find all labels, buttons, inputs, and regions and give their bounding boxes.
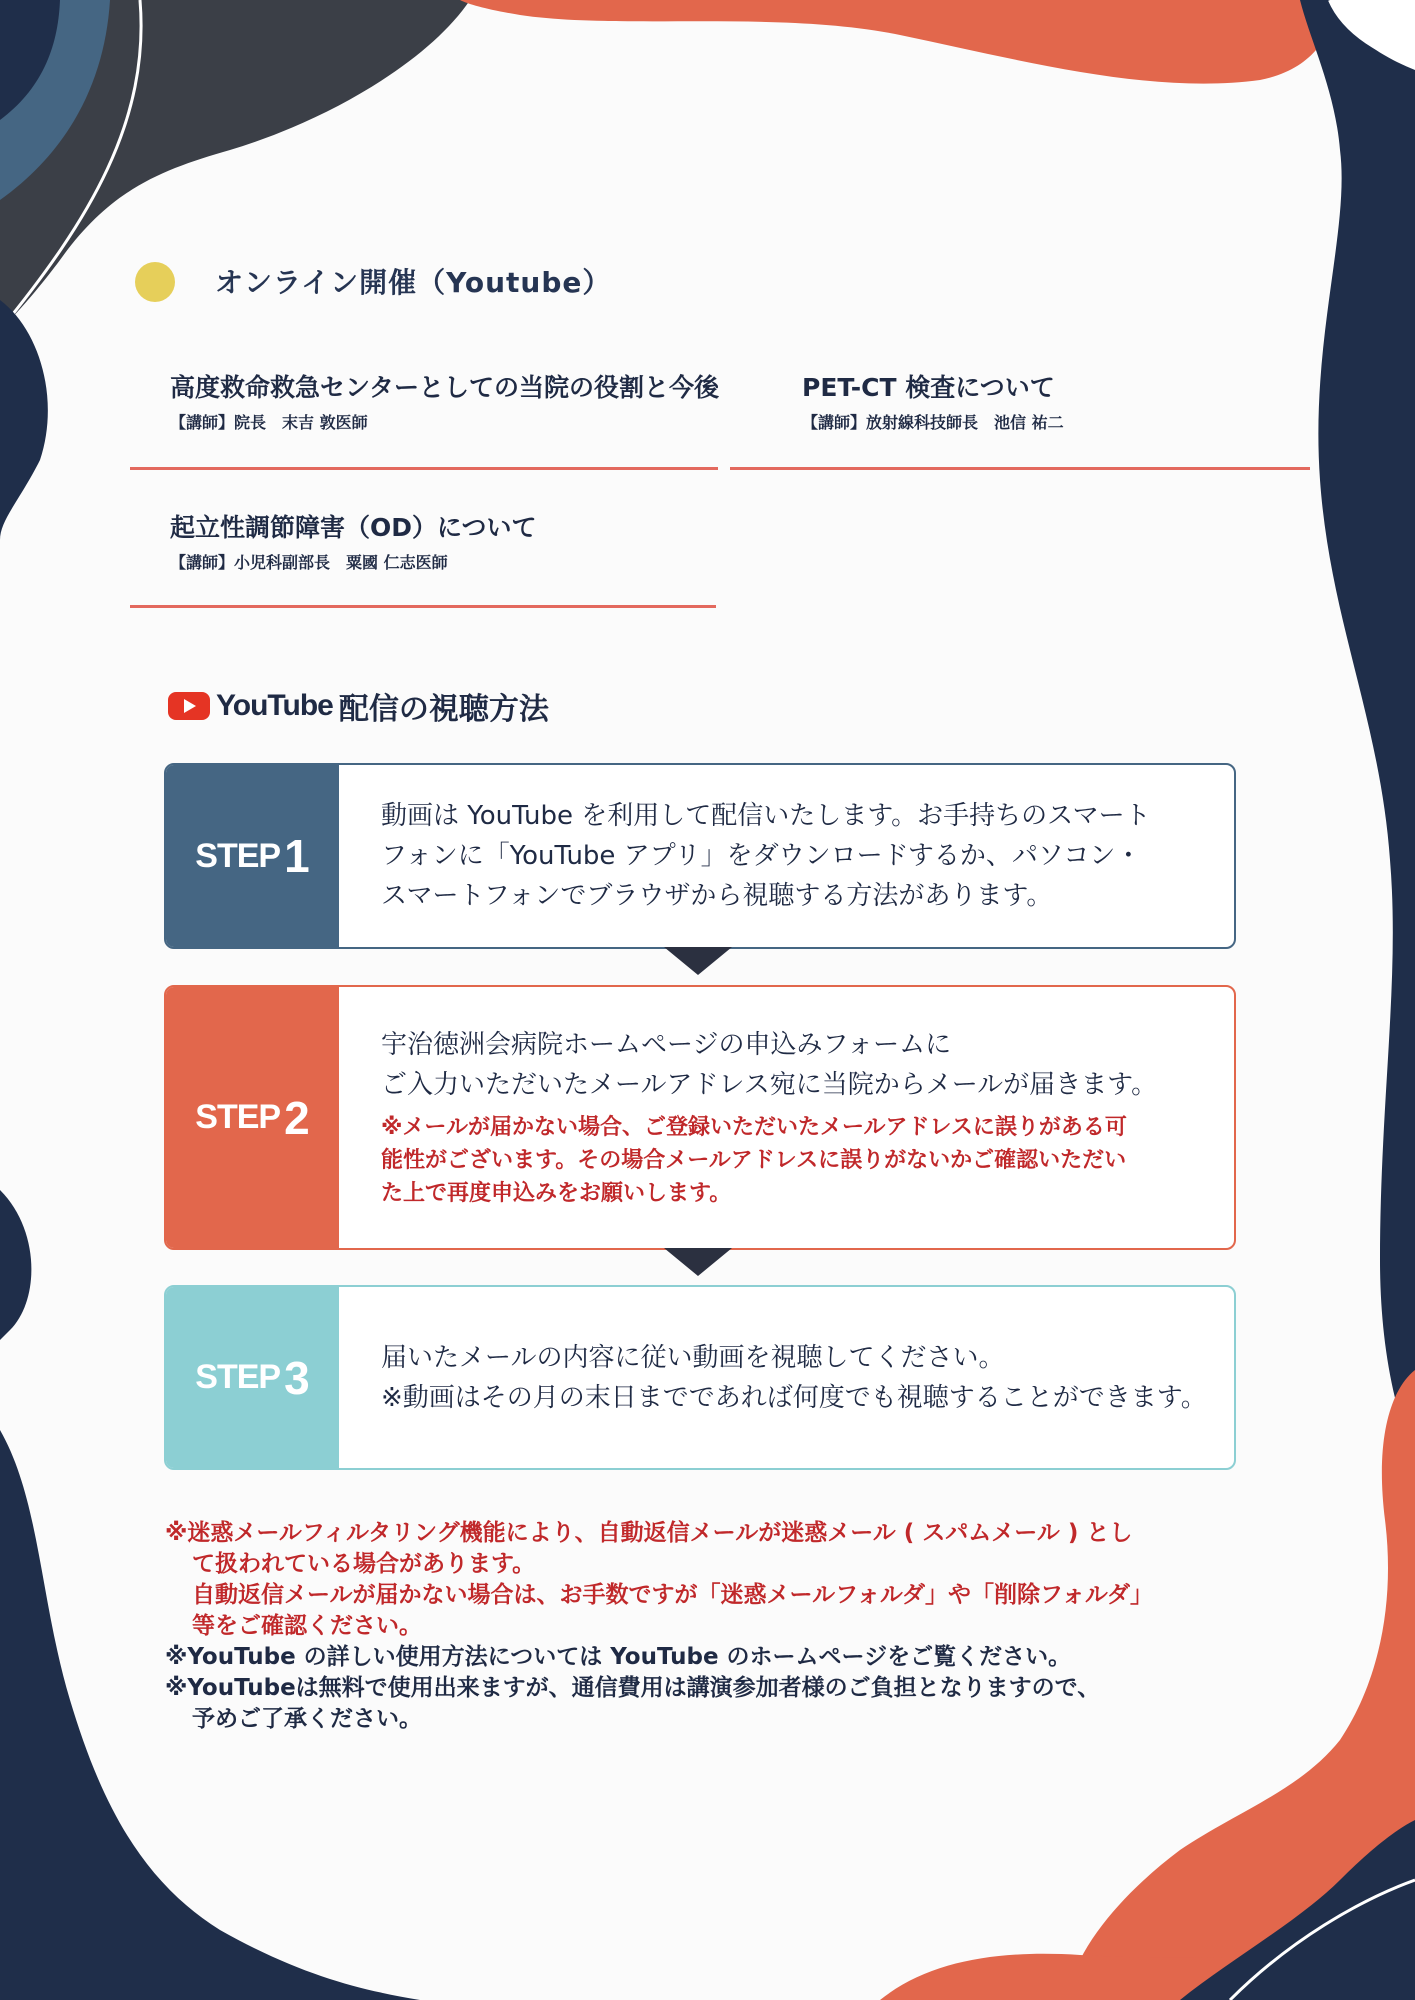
spam-note-line: て扱われている場合があります。 xyxy=(192,1551,536,1577)
divider-line xyxy=(130,467,718,470)
lecture-3 xyxy=(170,508,537,573)
spam-note-line: 自動返信メールが届かない場合は、お手数ですが「迷惑メールフォルダ」や「削除フォルダ」 xyxy=(192,1582,1153,1608)
step-number: 1 xyxy=(284,830,310,882)
divider-line xyxy=(730,467,1310,470)
divider-line xyxy=(130,605,716,608)
lecture-title: 高度救命救急センターとしての当院の役割と今後 xyxy=(170,373,720,402)
section-title: オンライン開催（Youtube） xyxy=(215,266,612,299)
lecture-speaker: 【講師】小児科副部長 粟國 仁志医師 xyxy=(170,553,448,572)
step-word: STEP xyxy=(195,836,281,875)
step-3-card xyxy=(164,1285,1236,1470)
yellow-dot-icon xyxy=(135,262,175,302)
note-line: 能性がございます。その場合メールアドレスに誤りがないかご確認いただい xyxy=(381,1148,1127,1173)
step-1-label xyxy=(166,765,339,947)
youtube-logo-icon xyxy=(168,692,210,720)
lecture-1 xyxy=(170,368,719,433)
fee-note-line: 予めご了承ください。 xyxy=(192,1706,422,1732)
lecture-2 xyxy=(802,368,1064,433)
lecture-speaker: 【講師】院長 末吉 敦医師 xyxy=(170,413,368,432)
down-arrow-icon xyxy=(664,947,732,975)
lecture-title: PET-CT 検査について xyxy=(802,373,1055,402)
howto-heading xyxy=(168,684,549,728)
step-number: 2 xyxy=(284,1091,310,1144)
step-text-line: 宇治徳洲会病院ホームページの申込みフォームに xyxy=(381,1030,952,1060)
note-line: た上で再度申込みをお願いします。 xyxy=(381,1181,732,1206)
usage-note: ※YouTube の詳しい使用方法については YouTube のホームページをご覧ください。 xyxy=(165,1644,1072,1670)
down-arrow-icon xyxy=(664,1248,732,1276)
step-text-line: 動画は YouTube を利用して配信いたします。お手持ちのスマート xyxy=(381,801,1151,831)
step-2-label xyxy=(166,987,339,1248)
note-line: ※メールが届かない場合、ご登録いただいたメールアドレスに誤りがある可 xyxy=(381,1115,1127,1140)
step-text-line: スマートフォンでブラウザから視聴する方法があります。 xyxy=(381,881,1053,911)
step-1-card xyxy=(164,763,1236,949)
spam-note-line: ※迷惑メールフィルタリング機能により、自動返信メールが迷惑メール ( スパムメール ) とし xyxy=(165,1520,1133,1546)
step-text-line: 届いたメールの内容に従い動画を視聴してください。 xyxy=(381,1342,1005,1373)
fee-note-line: ※YouTubeは無料で使用出来ますが、通信費用は講演参加者様のご負担となりますので、 xyxy=(165,1675,1101,1701)
lecture-title: 起立性調節障害（OD）について xyxy=(170,513,537,542)
lecture-speaker: 【講師】放射線科技師長 池信 祐二 xyxy=(802,413,1064,432)
step-1-body xyxy=(339,765,1234,947)
step-warning-note xyxy=(381,1111,1234,1210)
step-2-body xyxy=(339,987,1234,1248)
step-3-body xyxy=(339,1287,1234,1468)
step-text-line: ご入力いただいたメールアドレス宛に当院からメールが届きます。 xyxy=(381,1070,1158,1100)
spam-note-line: 等をご確認ください。 xyxy=(192,1613,422,1639)
step-word: STEP xyxy=(195,1098,281,1136)
footnotes xyxy=(165,1518,1285,1735)
step-text-line: フォンに「YouTube アプリ」をダウンロードするか、パソコン・ xyxy=(381,841,1142,871)
step-word: STEP xyxy=(195,1358,281,1396)
step-2-card xyxy=(164,985,1236,1250)
step-3-label xyxy=(166,1287,339,1468)
youtube-wordmark: YouTube xyxy=(216,689,333,722)
howto-title: 配信の視聴方法 xyxy=(338,692,549,727)
step-number: 3 xyxy=(284,1351,310,1404)
step-text-line: ※動画はその月の末日までであれば何度でも視聴することができます。 xyxy=(381,1382,1207,1413)
